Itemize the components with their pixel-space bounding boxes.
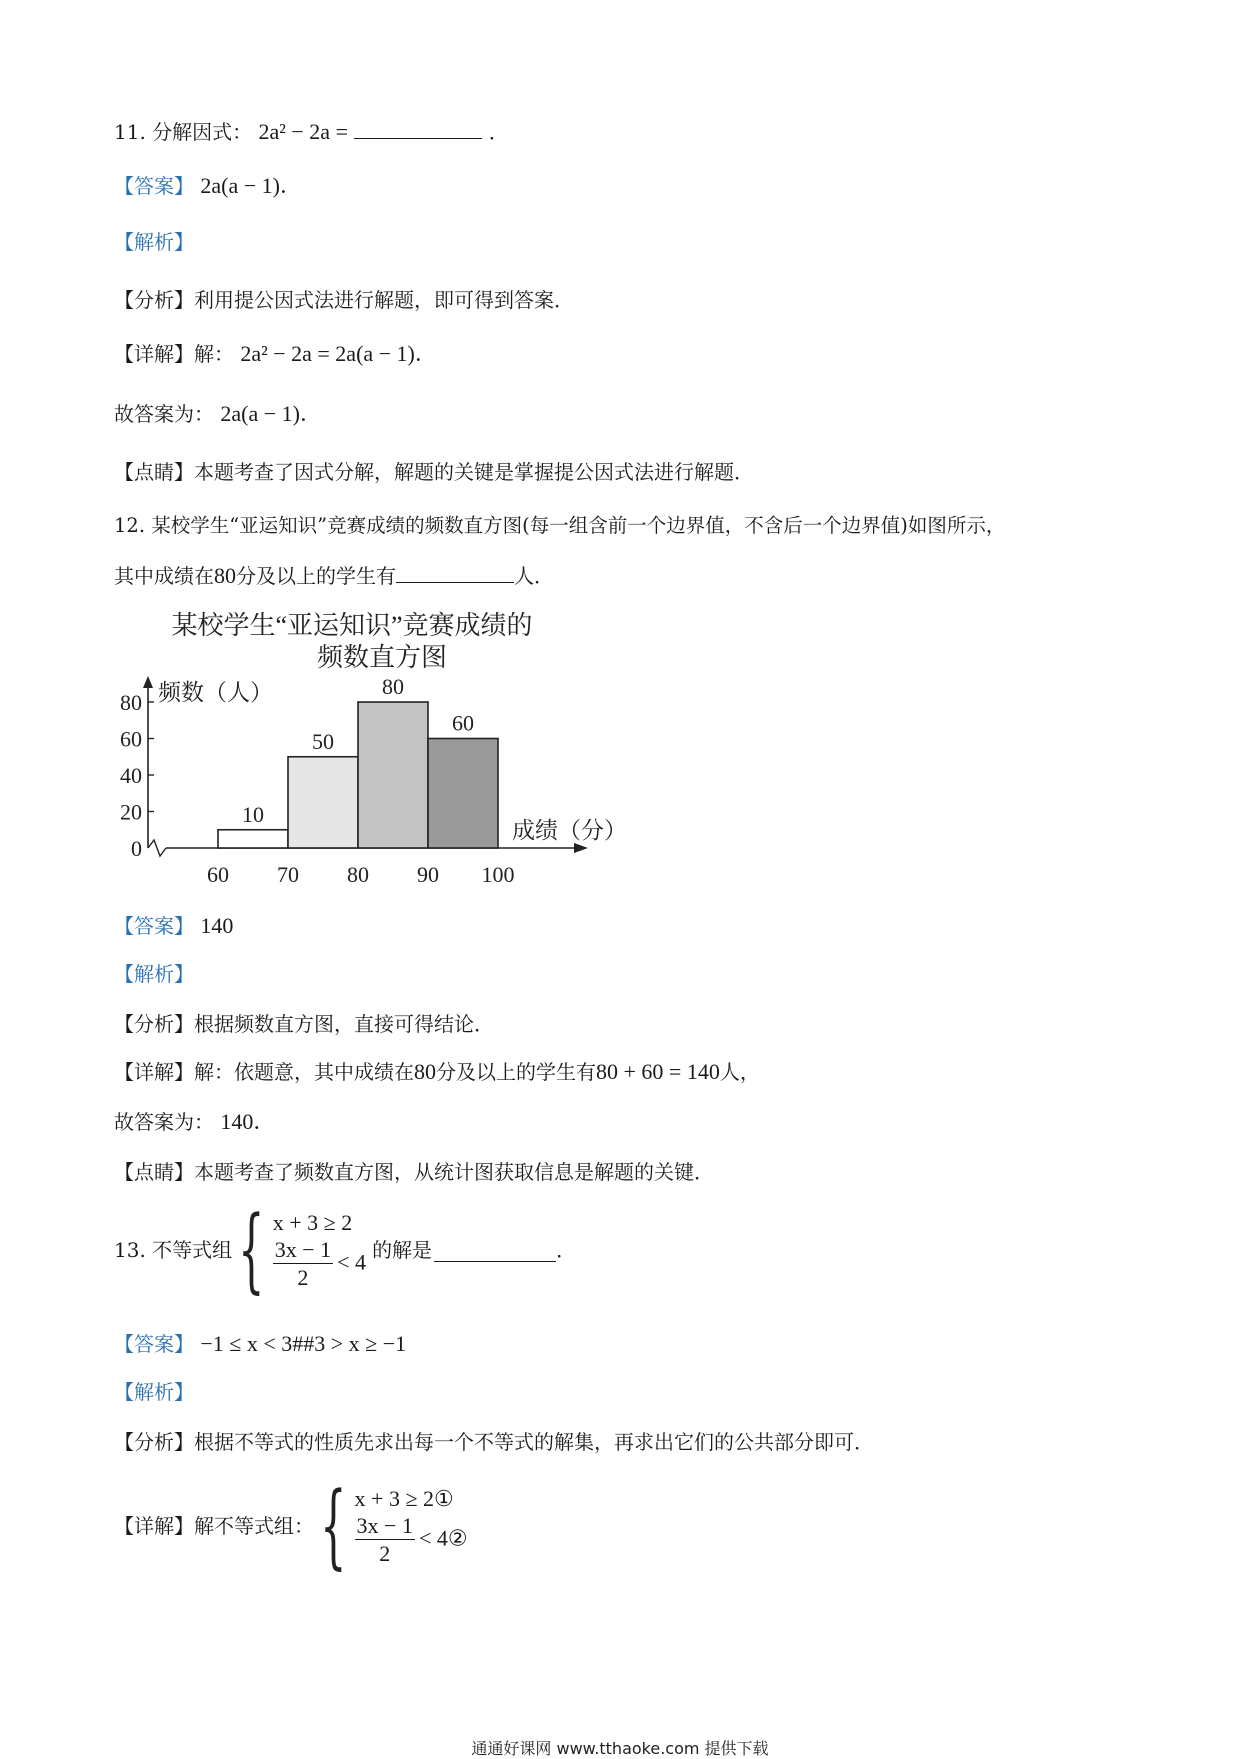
- y-tick-label: 40: [120, 763, 142, 788]
- y-tick-label: 60: [120, 726, 142, 752]
- histogram-bar: [218, 830, 288, 848]
- q11-stem: 11. 分解因式： 2a² − 2a = ．: [114, 116, 509, 146]
- x-tick-label: 90: [417, 862, 439, 887]
- x-axis-label: 成绩（分）: [512, 818, 627, 843]
- q13-solution-system: { x + 3 ≥ 2① $\frac{3x - 1}{2}$ < 4②: [320, 1472, 468, 1579]
- q11-expression: 2a² − 2a =: [258, 119, 348, 144]
- frequency-histogram: [100, 600, 660, 890]
- q11-jiexi: 【解析】: [114, 230, 194, 254]
- histogram-bar: [428, 739, 498, 849]
- q13-answer-blank[interactable]: [434, 1239, 556, 1262]
- x-tick-label: 60: [207, 862, 229, 887]
- q13-stem: 13. 不等式组 { x + 3 ≥ 2 $\frac{3x - 1}{2}$ < 4 的解是 ．: [114, 1196, 577, 1303]
- q12-stem-line2: 其中成绩在80分及以上的学生有 人．: [114, 560, 554, 590]
- q11-conclusion: 故答案为： 2a(a − 1)．: [114, 401, 322, 426]
- q13-solution-brace: {: [320, 1472, 347, 1579]
- q12-answer: 【答案】 140: [114, 913, 234, 938]
- q11-answer: 【答案】 2a(a − 1)．: [114, 173, 302, 198]
- q13-jiexi: 【解析】: [114, 1380, 194, 1404]
- x-tick-label: 70: [277, 862, 299, 887]
- q13-inequality-system: { x + 3 ≥ 2 $\frac{3x - 1}{2}$ < 4: [238, 1196, 367, 1303]
- chart-title-line1: 某校学生“亚运知识”竞赛成绩的: [171, 611, 533, 640]
- bar-value-label: 50: [312, 728, 334, 754]
- x-axis-arrow: [574, 843, 588, 853]
- q12-answer-blank[interactable]: [396, 560, 514, 583]
- q12-conclusion: 故答案为： 140．: [114, 1109, 276, 1134]
- y-axis-label: 频数（人）: [158, 680, 273, 705]
- q12-dianjing: 【点睛】本题考查了频数直方图，从统计图获取信息是解题的关键．: [114, 1160, 714, 1184]
- q12-jiexi: 【解析】: [114, 962, 194, 986]
- q11-dianjing: 【点睛】本题考查了因式分解，解题的关键是掌握提公因式法进行解题．: [114, 460, 754, 484]
- x-tick-label: 100: [481, 862, 515, 887]
- q13-brace: {: [238, 1196, 265, 1303]
- x-tick-label: 80: [347, 862, 369, 887]
- q13-xiangjie: 【详解】 解不等式组： { x + 3 ≥ 2① $\frac{3x - 1}{2}$ < 4②: [114, 1472, 468, 1579]
- histogram-bar: [288, 757, 358, 848]
- bar-value-label: 60: [452, 710, 474, 736]
- bar-value-label: 80: [382, 674, 404, 699]
- chart-title-line2: 频数直方图: [316, 643, 448, 672]
- bar-value-label: 10: [242, 801, 264, 827]
- q13-answer: 【答案】 −1 ≤ x < 3##3 > x ≥ −1: [114, 1331, 407, 1356]
- page-footer: 通通好课网 www.tthaoke.com 提供下载: [471, 1739, 769, 1758]
- q11-fenxi: 【分析】利用提公因式法进行解题，即可得到答案．: [114, 288, 574, 312]
- y-tick-label: 80: [120, 690, 142, 715]
- axis-break: [148, 840, 166, 856]
- y-axis-arrow: [143, 676, 153, 688]
- q12-xiangjie: 【详解】解：依题意，其中成绩在80分及以上的学生有80 + 60 = 140人，: [114, 1059, 760, 1084]
- q12-fenxi: 【分析】根据频数直方图，直接可得结论．: [114, 1012, 494, 1036]
- q11-answer-blank[interactable]: [354, 116, 482, 139]
- y-tick-label: 0: [131, 836, 142, 861]
- q12-stem-line1: 12. 某校学生“亚运知识”竞赛成绩的频数直方图(每一组含前一个边界值，不含后一个边界值)如图所示，: [114, 514, 1006, 537]
- histogram-bar: [358, 702, 428, 848]
- q11-xiangjie: 【详解】解： 2a² − 2a = 2a(a − 1)．: [114, 341, 437, 366]
- q13-fenxi: 【分析】根据不等式的性质先求出每一个不等式的解集，再求出它们的公共部分即可．: [114, 1430, 874, 1454]
- y-tick-label: 20: [120, 799, 142, 825]
